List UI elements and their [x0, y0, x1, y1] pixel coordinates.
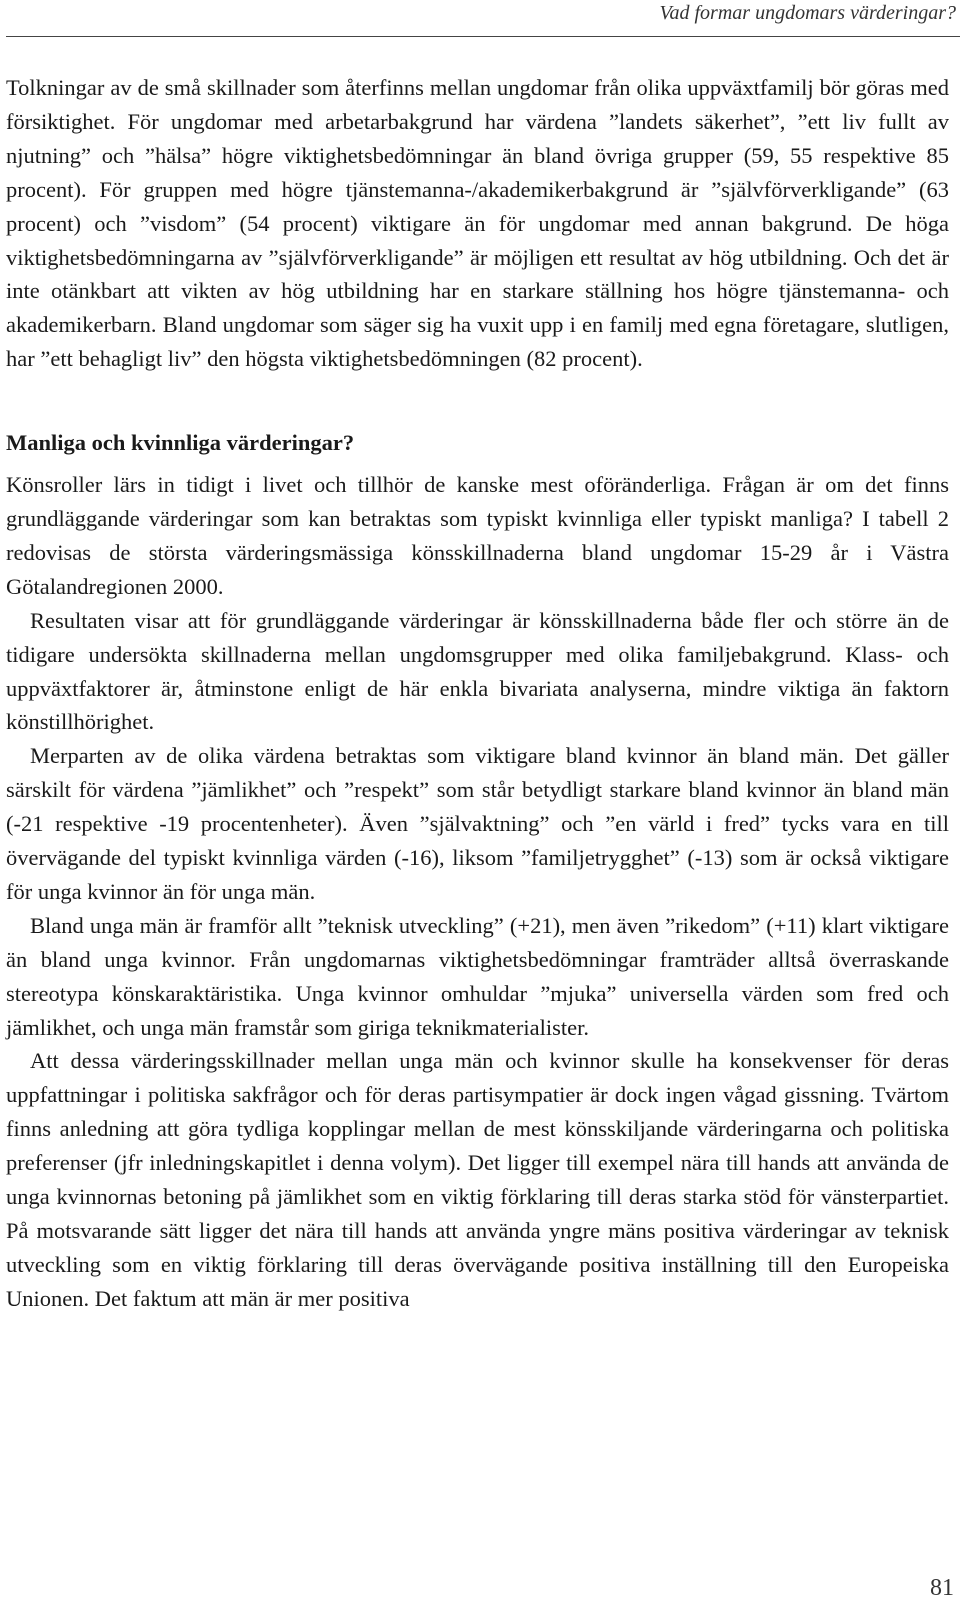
body-text [6, 71, 949, 1316]
paragraph: Att dessa värderingsskillnader mellan unga män och kvinnor skulle ha konsekvenser för deras uppfattningar i politiska sakfrågor och för deras partisympatier är dock ingen vågad gissning. Tvärtom finns anledning att göra tydliga kopplingar mellan de mest könsskiljande värderingarna och politiska preferenser (jfr inledningskapitlet i denna volym). Det ligger till exempel nära till hands att använda de unga kvinnornas betoning på jämlikhet som en viktig förklaring till deras starka stöd för vänsterpartiet. På motsvarande sätt ligger det nära till hands att använda yngre mäns positiva värderingar av teknisk utveckling som en viktig förklaring till deras övervägande positiva inställning till den Europeiska Unionen. Det faktum att män är mer positiva [6, 1048, 949, 1311]
paragraph: Merparten av de olika värdena betraktas som viktigare bland kvinnor än bland män. Det gäller särskilt för värdena ”jämlikhet” och ”respekt” som står betydligt starkare bland kvinnor än bland män (-21 respektive -19 procentenheter). Även ”självaktning” och ”en värld i fred” tycks vara en till övervägande del typiskt kvinnliga värden (-16), liksom ”familjetrygghet” (-13) som är också viktigare för unga kvinnor än för unga män. [6, 743, 949, 904]
header-divider [6, 36, 960, 37]
section-heading: Manliga och kvinnliga värderingar? [6, 430, 355, 456]
running-header: Vad formar ungdomars värderingar? [659, 2, 956, 24]
page-number: 81 [930, 1575, 954, 1601]
paragraph-intro: Tolkningar av de små skillnader som återfinns mellan ungdomar från olika uppväxtfamilj bör göras med försiktighet. För ungdomar med arbetarbakgrund har värdena ”landets säkerhet”, ”ett liv fullt av njutning” och ”hälsa” högre viktighetsbedömningar än bland övriga grupper (59, 55 respektive 85 procent). För gruppen med högre tjänstemanna-/akademikerbakgrund är ”självförverkligande” (63 procent) och ”visdom” (54 procent) viktigare än för ungdomar med annan bakgrund. De höga viktighetsbedömningarna av ”självförverkligande” är möjligen ett resultat av hög utbildning. Och det är inte otänkbart att vikten av hög utbildning har en starkare ställning hos högre tjänstemanna- och akademikerbarn. Bland ungdomar som säger sig ha vuxit upp i en familj med egna företagare, slutligen, har ”ett behagligt liv” den högsta viktighetsbedömningen (82 procent). [6, 75, 949, 372]
paragraph: Bland unga män är framför allt ”teknisk utveckling” (+21), men även ”rikedom” (+11) klart viktigare än bland unga kvinnor. Från ungdomarnas viktighetsbedömningar framträder alltså överraskande stereotypa könskaraktäristika. Unga kvinnor omhuldar ”mjuka” universella värden som fred och jämlikhet, och unga män framstår som giriga teknikmaterialister. [6, 912, 949, 1040]
paragraph: Resultaten visar att för grundläggande värderingar är könsskillnaderna både fler och större än de tidigare undersökta skillnaderna mellan ungdomsgrupper med olika familjebakgrund. Klass- och uppväxtfaktorer är, åtminstone enligt de här enkla bivariata analyserna, mindre viktiga än faktorn könstillhörighet. [6, 607, 949, 735]
paragraph: Könsroller lärs in tidigt i livet och tillhör de kanske mest oföränderliga. Frågan är om det finns grundläggande värderingar som kan betraktas som typiskt kvinnliga eller typiskt manliga? I tabell 2 redovisas de största värderingsmässiga könsskillnaderna bland ungdomar 15-29 år i Västra Götalandregionen 2000. [6, 472, 949, 599]
